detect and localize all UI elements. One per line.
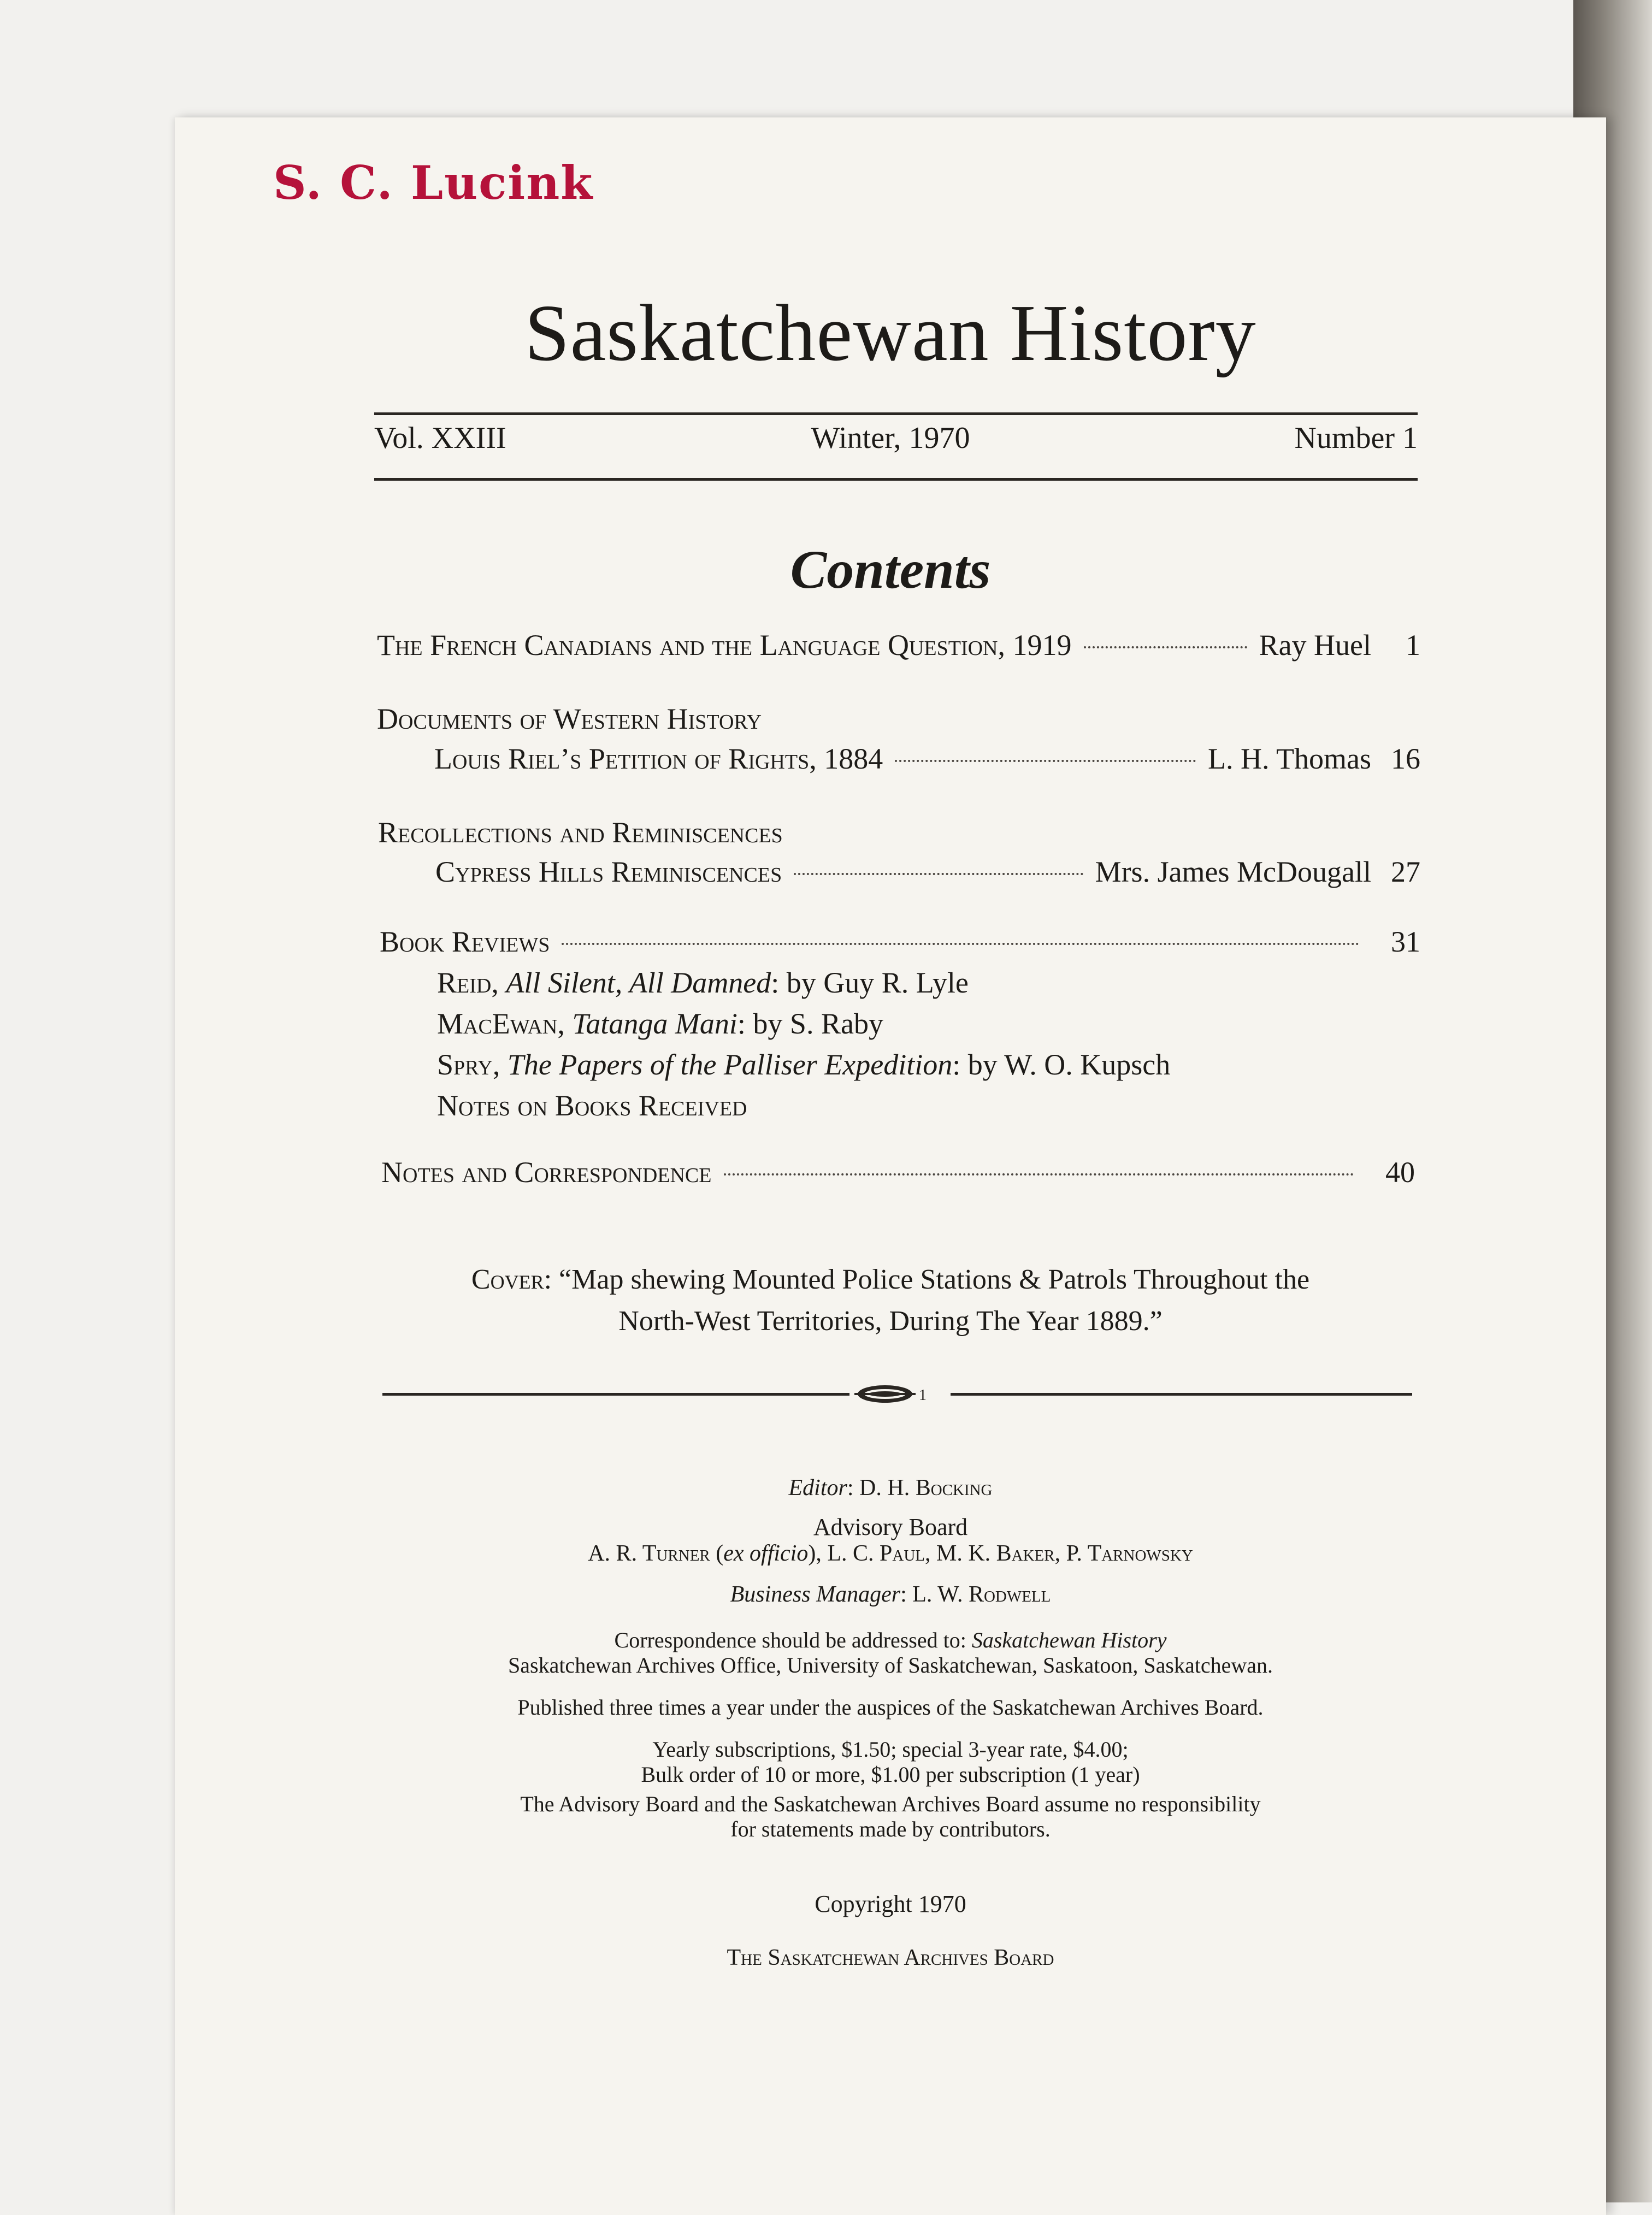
toc-author: Ray Huel <box>1259 629 1371 661</box>
toc-title: Notes and Correspondence <box>381 1156 712 1189</box>
issue-date: Winter, 1970 <box>811 421 970 455</box>
dot-leader <box>794 873 1083 875</box>
toc-entry <box>377 628 1420 662</box>
toc-entry <box>381 1155 1415 1189</box>
business-manager-line: Business Manager: L. W. Rodwell <box>730 1582 1051 1607</box>
journal-title: Saskatchewan History <box>524 288 1256 378</box>
journal-page <box>175 117 1606 2215</box>
review-title: The Papers of the Palliser Expedition <box>507 1048 953 1081</box>
toc-page: 16 <box>1391 742 1420 775</box>
reviewer: by Guy R. Lyle <box>786 966 969 999</box>
reviewer: by W. O. Kupsch <box>967 1048 1171 1081</box>
copyright: Copyright 1970 <box>815 1891 966 1917</box>
review-title: Tatanga Mani <box>572 1007 738 1040</box>
toc-entry <box>435 855 1420 889</box>
editor-name: D. H. Bocking <box>859 1475 993 1501</box>
masthead-top-rule <box>374 412 1418 415</box>
toc-author: L. H. Thomas <box>1208 742 1371 775</box>
toc-title: Louis Riel’s Petition of Rights, 1884 <box>434 742 883 775</box>
toc-entry <box>380 925 1420 959</box>
toc-entry <box>434 742 1420 776</box>
review-entry: Spry, The Papers of the Palliser Expedition: by W. O. Kupsch <box>437 1048 1171 1081</box>
toc-page: 1 <box>1406 629 1420 661</box>
review-author: MacEwan <box>437 1007 558 1040</box>
section-heading: Documents of Western History <box>377 702 762 735</box>
advisory-heading: Advisory Board <box>813 1514 968 1540</box>
review-author: Reid <box>437 966 492 999</box>
issue-number: Number 1 <box>1294 421 1418 455</box>
owner-stamp: S. C. Lucink <box>273 156 594 210</box>
toc-title: Cypress Hills Reminiscences <box>435 855 782 888</box>
ornament-number: 1 <box>919 1387 927 1404</box>
manager-name: L. W. Rodwell <box>912 1582 1051 1607</box>
toc-page: 31 <box>1391 925 1420 958</box>
dot-leader <box>895 760 1196 762</box>
toc-title: The French Canadians and the Language Question, 1919 <box>377 629 1072 661</box>
contents-heading: Contents <box>790 539 991 600</box>
section-heading: Recollections and Reminiscences <box>378 816 783 849</box>
dot-leader <box>724 1173 1354 1176</box>
cover-line-1: Cover: “Map shewing Mounted Police Stations & Patrols Throughout the <box>471 1264 1310 1295</box>
dot-leader <box>1084 646 1247 648</box>
toc-page: 27 <box>1391 855 1420 888</box>
toc-page: 40 <box>1385 1156 1415 1189</box>
notes-on-books: Notes on Books Received <box>437 1089 747 1122</box>
review-author: Spry <box>437 1048 493 1081</box>
publisher: The Saskatchewan Archives Board <box>727 1945 1054 1970</box>
toc-title: Book Reviews <box>380 925 550 958</box>
correspondence-block: Correspondence should be addressed to: Saskatchewan History Saskatchewan Archives Office, University of Saskatchewan, Saskatoon, Saskatchewan. <box>508 1628 1273 1678</box>
cover-note <box>175 1259 1606 1342</box>
review-entry: MacEwan, Tatanga Mani: by S. Raby <box>437 1007 883 1040</box>
volume: Vol. XXIII <box>374 421 506 455</box>
toc-author: Mrs. James McDougall <box>1095 855 1371 888</box>
cover-line-2: North-West Territories, During The Year 1889.” <box>618 1306 1163 1337</box>
advisory-members: A. R. Turner (ex officio), L. C. Paul, M. K. Baker, P. Tarnowsky <box>588 1541 1193 1566</box>
ornament-rule-left <box>382 1393 849 1396</box>
editor-line: Editor: D. H. Bocking <box>788 1475 993 1501</box>
reviewer: by S. Raby <box>753 1007 883 1040</box>
ornament-rule-right <box>951 1393 1412 1396</box>
cover-label: Cover <box>471 1264 544 1295</box>
ornament-icon <box>852 1380 934 1408</box>
review-title: All Silent, All Damned <box>506 966 771 999</box>
dot-leader <box>562 943 1359 945</box>
masthead-bottom-rule <box>374 478 1418 481</box>
disclaimer-block: The Advisory Board and the Saskatchewan Archives Board assume no responsibility for statements made by contributors. <box>520 1792 1261 1841</box>
publication-note: Published three times a year under the auspices of the Saskatchewan Archives Board. <box>517 1695 1264 1720</box>
review-entry: Reid, All Silent, All Damned: by Guy R. Lyle <box>437 966 969 999</box>
subscriptions-block: Yearly subscriptions, $1.50; special 3-year rate, $4.00; Bulk order of 10 or more, $1.00 per subscription (1 year) <box>641 1737 1140 1787</box>
